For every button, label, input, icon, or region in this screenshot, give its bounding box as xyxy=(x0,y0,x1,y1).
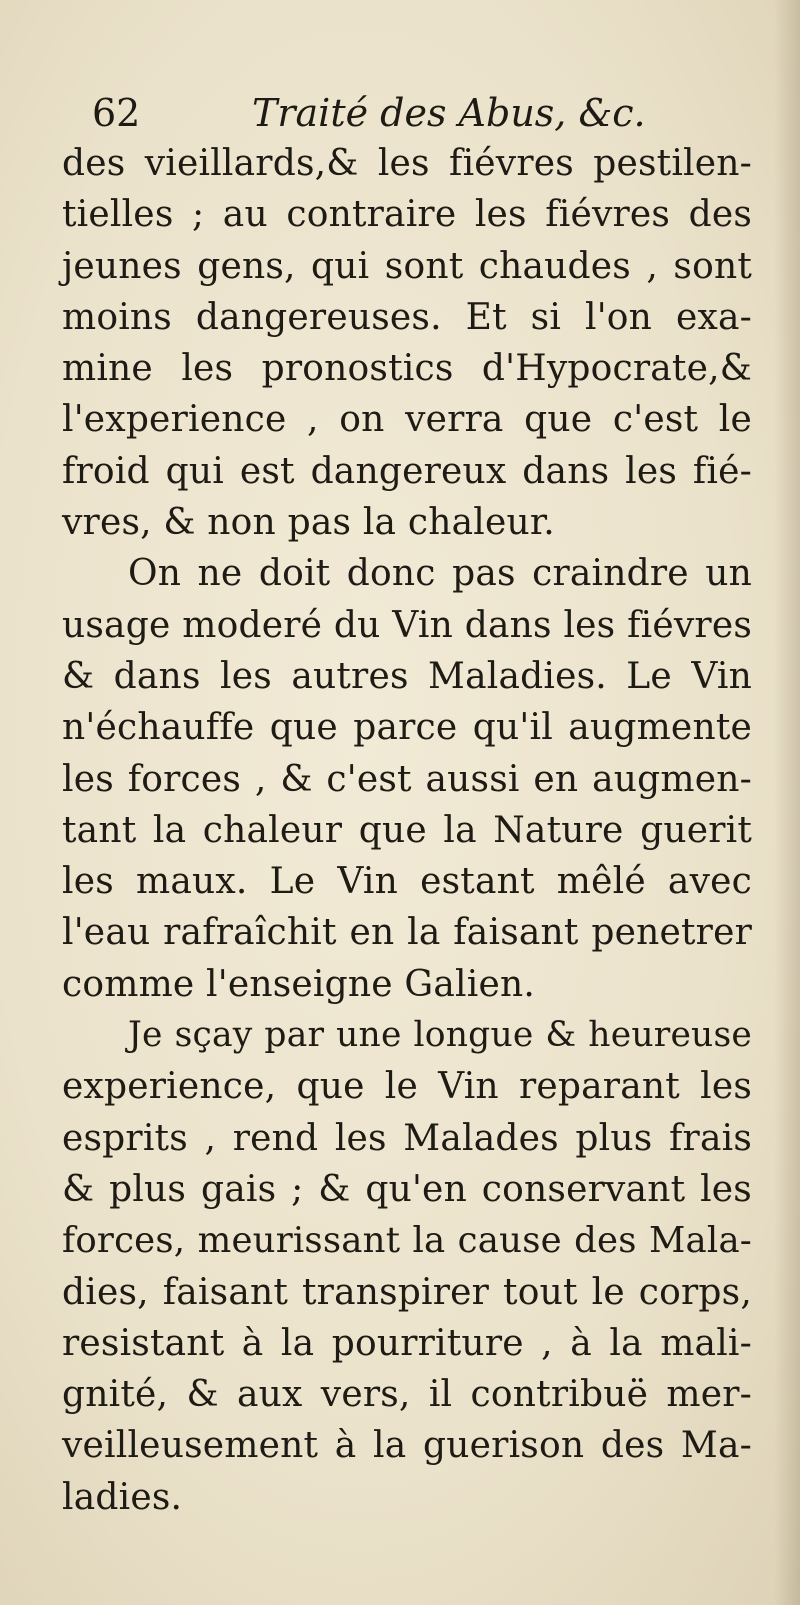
text-line: & dans les autres Maladies. Le Vin xyxy=(62,655,752,697)
text-line: mine les pronostics d'Hypocrate,& xyxy=(62,348,752,390)
paragraph-start-line: Je sçay par une longue & heureuse xyxy=(128,1015,752,1056)
text-line: & plus gais ; & qu'en conservant les xyxy=(62,1168,752,1210)
paragraph-start-line: On ne doit donc pas craindre un xyxy=(128,553,752,595)
text-line: gnité, & aux vers, il contribuë mer- xyxy=(62,1374,752,1416)
text-line: comme l'enseigne Galien. xyxy=(62,963,536,1005)
running-header xyxy=(92,88,752,138)
text-line: des vieillards,& les fiévres pestilen- xyxy=(62,143,752,184)
text-line: tielles ; au contraire les fiévres des xyxy=(62,194,752,236)
text-line: usage moderé du Vin dans les fiévres xyxy=(62,604,752,646)
text-line: l'experience , on verra que c'est le xyxy=(62,399,752,441)
text-line: veilleusement à la guerison des Ma- xyxy=(62,1425,752,1467)
text-line: les forces , & c'est aussi en augmen- xyxy=(62,758,752,800)
text-line: forces, meurissant la cause des Mala- xyxy=(62,1220,752,1262)
text-line: resistant à la pourriture , à la mali- xyxy=(62,1322,752,1364)
text-line: jeunes gens, qui sont chaudes , sont xyxy=(62,245,752,287)
text-line: l'eau rafraîchit en la faisant penetrer xyxy=(62,912,752,954)
text-line: ladies. xyxy=(62,1476,183,1518)
page-number: 62 xyxy=(92,91,141,135)
text-line: les maux. Le Vin estant mêlé avec xyxy=(62,861,752,903)
text-line: moins dangereuses. Et si l'on exa- xyxy=(62,296,752,338)
text-line: vres, & non pas la chaleur. xyxy=(62,502,555,544)
text-line: n'échauffe que parce qu'il augmente xyxy=(62,707,752,749)
text-line: froid qui est dangereux dans les fié- xyxy=(62,450,752,492)
text-line: experience, que le Vin reparant les xyxy=(62,1066,752,1108)
page-gutter-shadow xyxy=(774,0,800,1605)
text-line: dies, faisant transpirer tout le corps, xyxy=(62,1271,752,1313)
body-text xyxy=(62,138,752,1523)
text-line: esprits , rend les Malades plus frais xyxy=(62,1117,752,1159)
running-title: Traité des Abus, &c. xyxy=(252,91,646,135)
text-line: tant la chaleur que la Nature guerit xyxy=(62,809,752,851)
